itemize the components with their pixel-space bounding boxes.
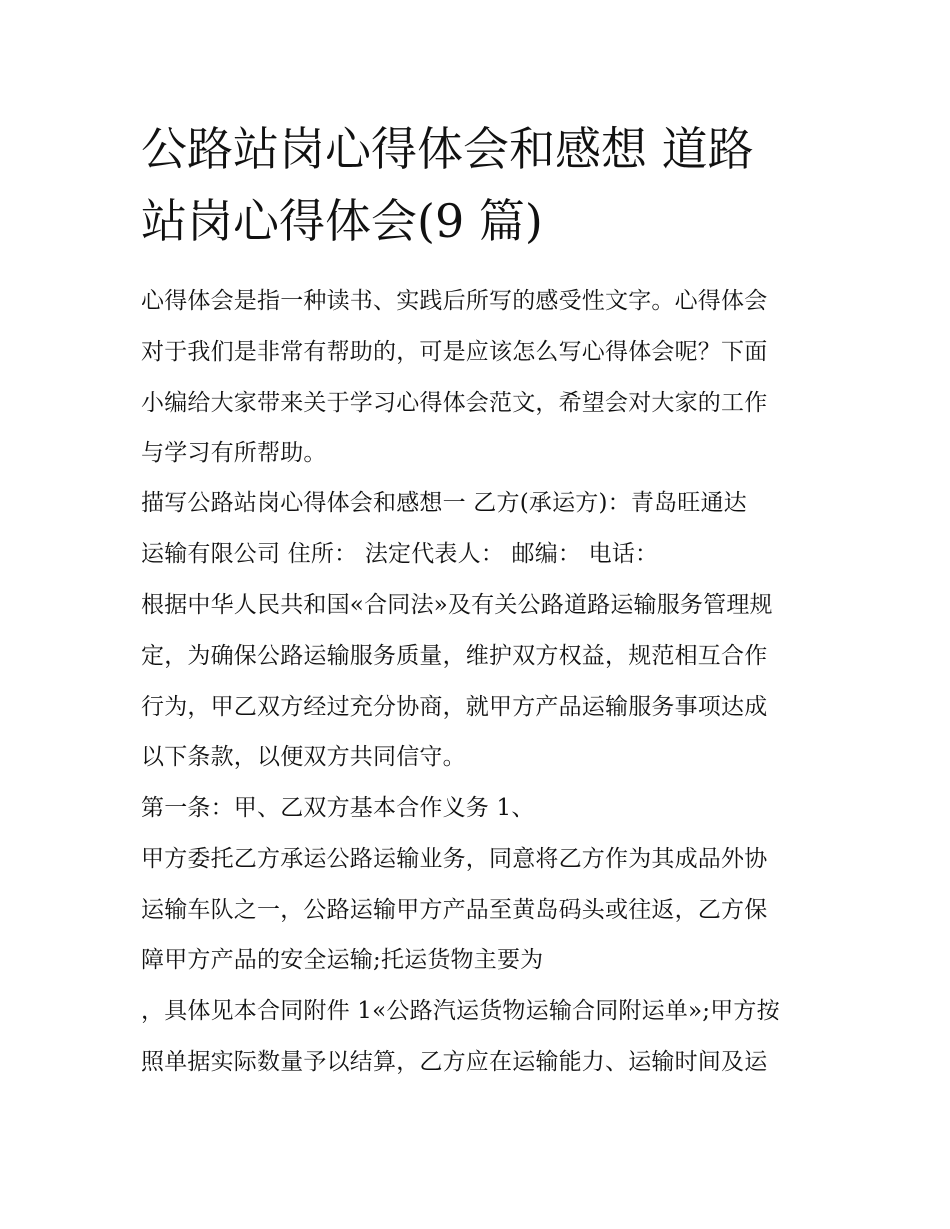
paragraph-line: 运输车队之一，公路运输甲方产品至黄岛码头或往返，乙方保	[141, 897, 768, 923]
paragraph-line: 运输有限公司 住所： 法定代表人： 邮编： 电话：	[141, 541, 659, 567]
paragraph-line: 以下条款，以便双方共同信守。	[141, 744, 466, 770]
paragraph-line: 描写公路站岗心得体会和感想一 乙方(承运方)：青岛旺通达	[141, 490, 747, 516]
paragraph-line: 与学习有所帮助。	[141, 440, 327, 466]
paragraph-line: 障甲方产品的安全运输;托运货物主要为	[141, 947, 544, 973]
paragraph-line: 小编给大家带来关于学习心得体会范文，希望会对大家的工作	[141, 390, 768, 416]
paragraph-line: 根据中华人民共和国«合同法»及有关公路道路运输服务管理规	[141, 592, 773, 618]
paragraph-line: 心得体会是指一种读书、实践后所写的感受性文字。心得体会	[141, 288, 768, 314]
paragraph-line: 照单据实际数量予以结算，乙方应在运输能力、运输时间及运	[141, 1049, 768, 1075]
title-line-1: 公路站岗心得体会和感想 道路	[141, 122, 754, 176]
title-line-2: 站岗心得体会(9 篇)	[141, 194, 543, 248]
paragraph-line: 定，为确保公路运输服务质量，维护双方权益，规范相互合作	[141, 643, 768, 669]
paragraph-line: ，具体见本合同附件 1«公路汽运货物运输合同附运单»;甲方按	[141, 998, 780, 1024]
paragraph-line: 对于我们是非常有帮助的，可是应该怎么写心得体会呢？下面	[141, 339, 768, 365]
paragraph-line: 第一条：甲、乙双方基本合作义务 1、	[141, 795, 535, 821]
paragraph-line: 甲方委托乙方承运公路运输业务，同意将乙方作为其成品外协	[141, 846, 768, 872]
paragraph-line: 行为，甲乙双方经过充分协商，就甲方产品运输服务事项达成	[141, 694, 768, 720]
